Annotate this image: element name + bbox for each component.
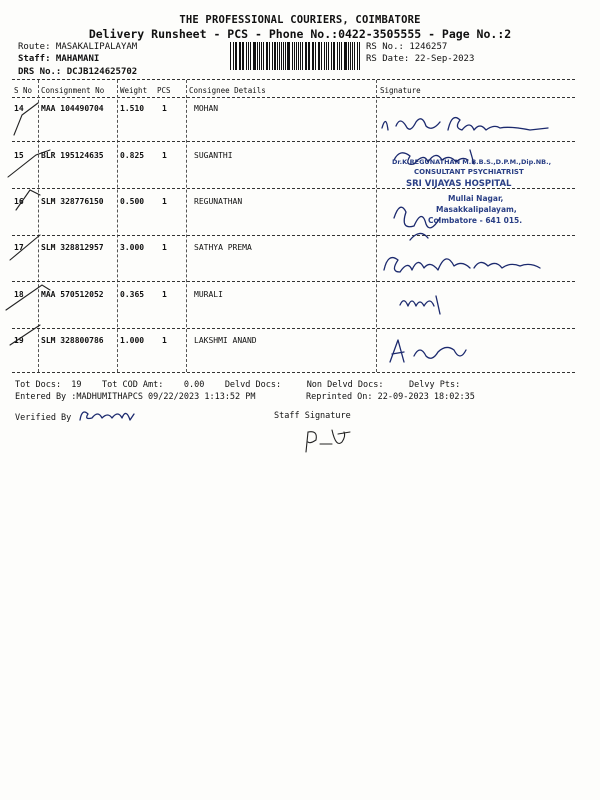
pen-tick-marks — [0, 95, 60, 375]
row-consignment: BLR 195124635 — [41, 151, 104, 160]
barcode-bar — [292, 42, 293, 70]
barcode-bar — [318, 42, 319, 70]
row-weight: 1.510 — [120, 104, 145, 113]
barcode-bar — [324, 42, 325, 70]
row-pcs: 1 — [162, 243, 167, 252]
barcode-bar — [344, 42, 345, 70]
barcode-bar — [359, 42, 360, 70]
barcode-bar — [230, 42, 231, 70]
row-sno: 16 — [14, 197, 24, 206]
stamp-line: SRI VIJAYAS HOSPITAL — [406, 179, 512, 189]
barcode-bar — [257, 42, 258, 70]
reprinted-on: Reprinted On: 22-09-2023 18:02:35 — [306, 392, 475, 402]
barcode-bar — [269, 42, 270, 70]
row-sno: 14 — [14, 104, 24, 113]
row-sno: 19 — [14, 336, 24, 345]
row-consignment: MAA 570512052 — [41, 290, 104, 299]
row-consignee: SUGANTHI — [194, 151, 233, 160]
barcode-bar — [261, 42, 262, 70]
barcode-bar — [354, 42, 355, 70]
col-header-weight: Weight — [120, 86, 148, 95]
barcode-bar — [243, 42, 244, 70]
row-weight: 0.825 — [120, 151, 145, 160]
rs-number: RS No.: 1246257 — [366, 42, 448, 52]
barcode-bar — [288, 42, 290, 70]
row-weight: 3.000 — [120, 243, 145, 252]
barcode-bar — [285, 42, 286, 70]
barcode-bar — [352, 42, 353, 70]
row-consignment: SLM 328800786 — [41, 336, 104, 345]
barcode-bar — [279, 42, 280, 70]
runsheet-subtitle: Delivery Runsheet - PCS - Phone No.:0422-3505555 - Page No.:2 — [88, 27, 512, 41]
table-header-rule — [12, 97, 575, 98]
barcode-bar — [350, 42, 351, 70]
barcode-bar — [266, 42, 267, 70]
barcode-bar — [274, 42, 276, 70]
row-weight: 0.500 — [120, 197, 145, 206]
barcode-bar — [254, 42, 256, 70]
row-consignee: MOHAN — [194, 104, 219, 113]
barcode-bar — [250, 42, 251, 70]
barcode-bar — [357, 42, 358, 70]
row-weight: 1.000 — [120, 336, 145, 345]
barcode-bar — [236, 42, 237, 70]
row-sno: 17 — [14, 243, 24, 252]
barcode-bar — [281, 42, 282, 70]
barcode-bar — [319, 42, 320, 70]
barcode-bar — [312, 42, 313, 70]
barcode-bar — [300, 42, 301, 70]
entered-by: Entered By :MADHUMITHAPCS 09/22/2023 1:13:52 PM — [15, 392, 256, 402]
col-header-sno: S No — [14, 86, 33, 95]
barcode-bar — [305, 42, 306, 70]
stamp-line: CONSULTANT PSYCHIATRIST — [414, 168, 524, 176]
barcode-bar — [267, 42, 268, 70]
barcode-bar — [233, 42, 234, 70]
barcode-bar — [259, 42, 260, 70]
row-sno: 18 — [14, 290, 24, 299]
barcode-bar — [263, 42, 264, 70]
barcode-bar — [246, 42, 247, 70]
row-pcs: 1 — [162, 336, 167, 345]
row-consignment: MAA 104490704 — [41, 104, 104, 113]
row-consignee: MURALI — [194, 290, 223, 299]
table-top-rule — [12, 79, 575, 80]
barcode-bar — [272, 42, 273, 70]
col-header-consignee: Consignee Details — [189, 86, 266, 95]
barcode-bar — [328, 42, 330, 70]
barcode — [230, 42, 360, 70]
row-weight: 0.365 — [120, 290, 145, 299]
col-header-consignment: Consignment No — [41, 86, 105, 95]
barcode-bar — [298, 42, 299, 70]
row-sno: 15 — [14, 151, 24, 160]
col-header-pcs: PCS — [157, 86, 171, 95]
barcode-bar — [287, 42, 288, 70]
row-pcs: 1 — [162, 197, 167, 206]
verified-signature — [74, 404, 144, 426]
staff-label: Staff: MAHAMANI — [18, 54, 100, 64]
barcode-bar — [294, 42, 295, 70]
barcode-bar — [248, 42, 249, 70]
row-consignee: REGUNATHAN — [194, 197, 243, 206]
barcode-bar — [326, 42, 327, 70]
barcode-bar — [321, 42, 322, 70]
barcode-bar — [235, 42, 236, 70]
col-header-signature: Signature — [380, 86, 421, 95]
totals-summary: Tot Docs: 19 Tot COD Amt: 0.00 Delvd Docs: Non Delvd Docs: Delvy Pts: — [15, 380, 461, 390]
staff-signature-label: Staff Signature — [274, 411, 351, 421]
barcode-bar — [239, 42, 241, 70]
row-consignee: LAKSHMI ANAND — [194, 336, 257, 345]
barcode-bar — [339, 42, 340, 70]
barcode-bar — [302, 42, 303, 70]
signature-strokes — [370, 100, 570, 375]
staff-signature — [296, 422, 356, 458]
barcode-bar — [315, 42, 316, 70]
barcode-bar — [313, 42, 314, 70]
barcode-bar — [337, 42, 338, 70]
barcode-bar — [306, 42, 307, 70]
row-consignment: SLM 328776150 — [41, 197, 104, 206]
stamp-line: Dr.K.REGUNATHAN M.B.B.S.,D.P.M.,Dip.NB., — [392, 158, 552, 166]
barcode-bar — [242, 42, 243, 70]
row-consignee: SATHYA PREMA — [194, 243, 252, 252]
stamp-line: Coimbatore - 641 015. — [428, 216, 523, 225]
barcode-bar — [253, 42, 254, 70]
barcode-bar — [348, 42, 349, 70]
barcode-bar — [333, 42, 334, 70]
verified-by-label: Verified By — [15, 413, 72, 423]
stamp-line: Masakkalipalayam, — [436, 205, 517, 214]
barcode-bar — [331, 42, 332, 70]
row-consignment: SLM 328812957 — [41, 243, 104, 252]
stamp-line: Mullai Nagar, — [448, 194, 504, 203]
rs-date: RS Date: 22-Sep-2023 — [366, 54, 475, 64]
route-label: Route: MASAKALIPALAYAM — [18, 42, 138, 52]
barcode-bar — [308, 42, 310, 70]
row-pcs: 1 — [162, 104, 167, 113]
barcode-bar — [334, 42, 335, 70]
drs-number: DRS No.: DCJB124625702 — [18, 67, 138, 77]
row-pcs: 1 — [162, 290, 167, 299]
barcode-bar — [283, 42, 284, 70]
barcode-bar — [345, 42, 347, 70]
barcode-bar — [341, 42, 342, 70]
barcode-bar — [296, 42, 297, 70]
company-title: THE PROFESSIONAL COURIERS, COIMBATORE — [179, 14, 421, 26]
row-pcs: 1 — [162, 151, 167, 160]
barcode-bar — [277, 42, 278, 70]
